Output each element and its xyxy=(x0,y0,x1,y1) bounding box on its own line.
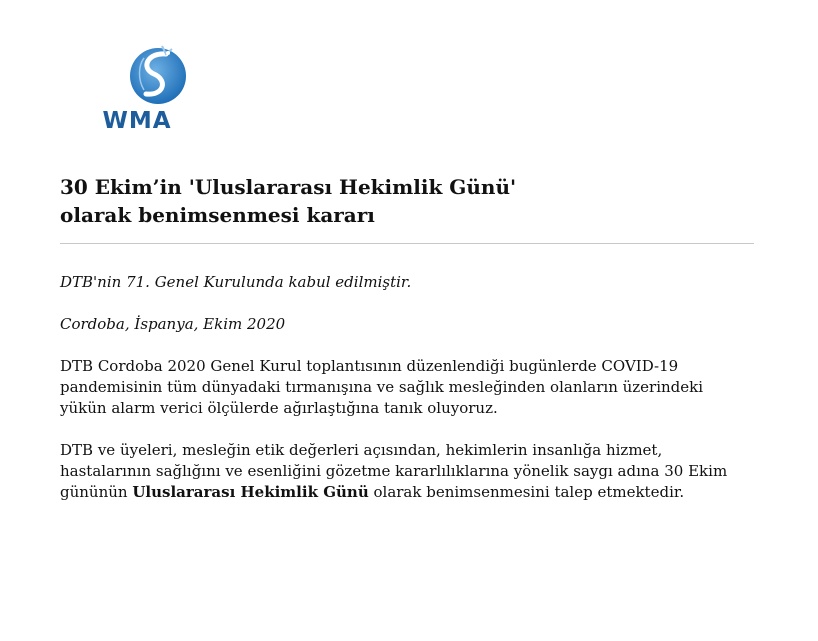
paragraph-1-line-3: yükün alarm verici ölçülerde ağırlaştığına tanık oluyoruz. xyxy=(60,399,498,417)
serpent-globe-icon xyxy=(84,40,190,106)
paragraph-2-line-2: hastalarının sağlığını ve esenliğini gözetme kararlılıklarına yönelik saygı adına 30 Ekim xyxy=(60,462,728,480)
document-title xyxy=(60,173,760,229)
title-line-2: olarak benimsenmesi kararı xyxy=(60,203,375,227)
adopted-note: DTB'nin 71. Genel Kurulunda kabul edilmiştir. xyxy=(60,273,412,291)
paragraph-2-line-3-post: olarak benimsenmesini talep etmektedir. xyxy=(368,483,685,501)
logo-text: WMA xyxy=(102,108,172,134)
title-line-1: 30 Ekim’in 'Uluslararası Hekimlik Günü' xyxy=(60,175,517,199)
paragraph-2 xyxy=(60,440,760,503)
wma-logo xyxy=(84,40,190,136)
place-date: Cordoba, İspanya, Ekim 2020 xyxy=(60,315,286,333)
paragraph-2-line-3-pre: gününün xyxy=(60,483,133,501)
paragraph-2-line-3 xyxy=(60,482,760,503)
paragraph-2-line-1: DTB ve üyeleri, mesleğin etik değerleri açısından, hekimlerin insanlığa hizmet, xyxy=(60,441,663,459)
divider xyxy=(60,243,754,244)
paragraph-1 xyxy=(60,356,760,419)
physicians-day-name: Uluslararası Hekimlik Günü xyxy=(132,483,369,501)
paragraph-1-line-1: DTB Cordoba 2020 Genel Kurul toplantısının düzenlendiği bugünlerde COVID-19 xyxy=(60,357,679,375)
paragraph-1-line-2: pandemisinin tüm dünyadaki tırmanışına ve sağlık mesleğinden olanların üzerindeki xyxy=(60,378,704,396)
